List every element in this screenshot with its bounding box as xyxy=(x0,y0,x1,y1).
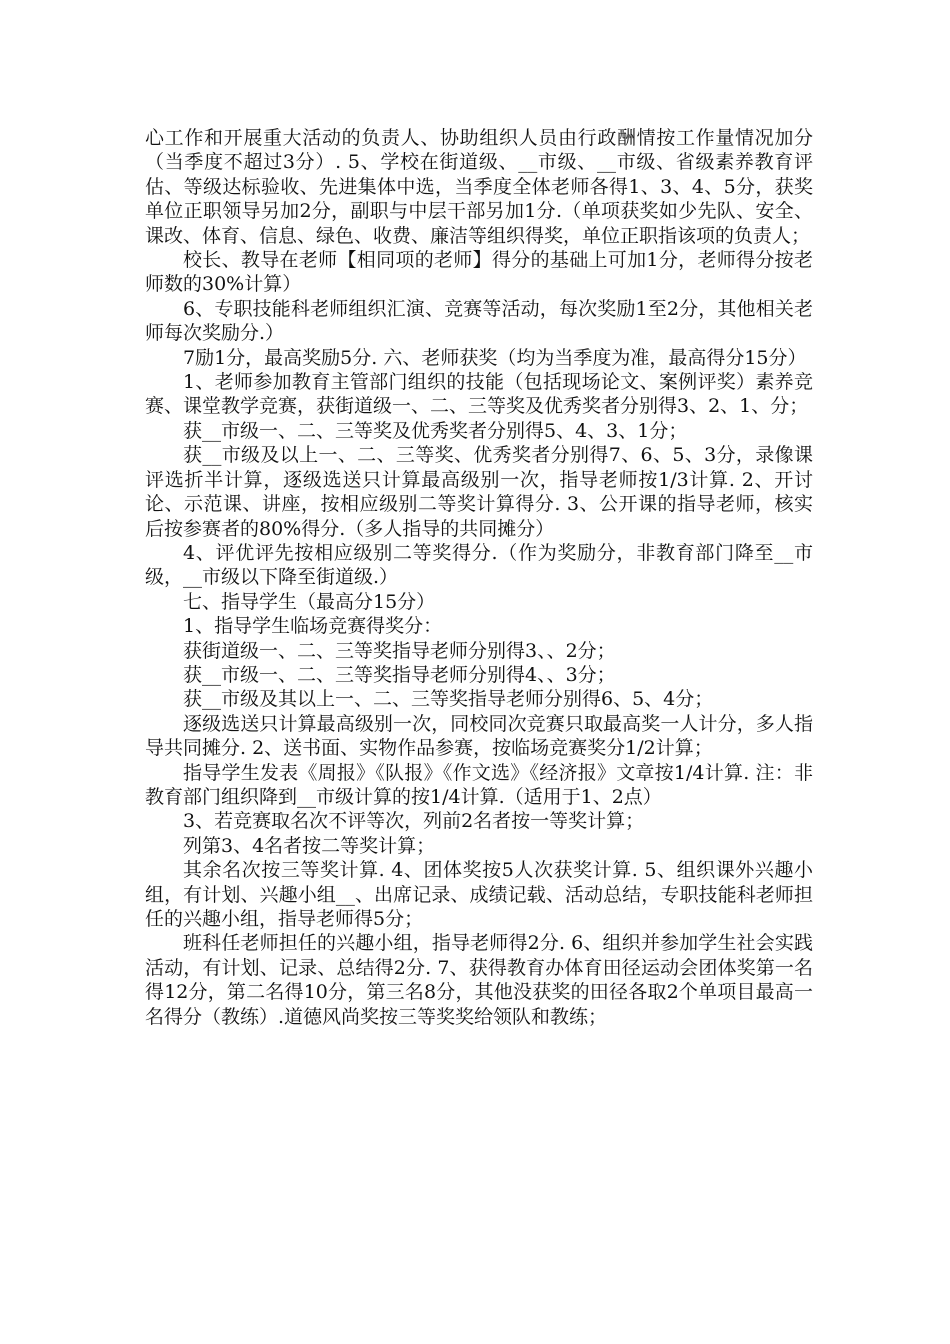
paragraph-7: 获__市级及以上一、二、三等奖、优秀奖者分别得7、6、5、3分，录像课评选折半计算，逐级选送只计算最高级别一次，指导老师按1/3计算. 2、开讨论、示范课、讲座，按相应级别二等奖计算得分. 3、公开课的指导老师，核实后按参赛者的80%得分.（多人指导的共同摊分） xyxy=(145,444,813,540)
paragraph-4: 7励1分，最高奖励5分. 六、老师获奖（均为当季度为准，最高得分15分） xyxy=(183,346,807,369)
paragraph-2: 校长、教导在老师【相同项的老师】得分的基础上可加1分，老师得分按老师数的30%计算） xyxy=(145,249,813,296)
paragraph-5: 1、老师参加教育主管部门组织的技能（包括现场论文、案例评奖）素养竞赛、课堂教学竞赛，获街道级一、二、三等奖及优秀奖者分别得3、2、1、分； xyxy=(145,371,813,418)
paragraph-3: 6、专职技能科老师组织汇演、竞赛等活动，每次奖励1至2分，其他相关老师每次奖励分.） xyxy=(145,297,813,345)
paragraph-8: 4、评优评先按相应级别二等奖得分.（作为奖励分，非教育部门降至__市级，__市级以下降至街道级.） xyxy=(145,541,813,589)
paragraph-14: 逐级选送只计算最高级别一次，同校同次竞赛只取最高奖一人计分，多人指导共同摊分. 2、送书面、实物作品参赛，按临场竞赛奖分1/2计算； xyxy=(145,712,813,760)
paragraph-10: 1、指导学生临场竞赛得奖分： xyxy=(183,615,443,638)
document-body xyxy=(145,126,813,1029)
paragraph-12: 获__市级一、二、三等奖指导老师分别得4、、3分； xyxy=(183,663,616,686)
paragraph-18: 其余名次按三等奖计算. 4、团体奖按5人次获奖计算. 5、组织课外兴趣小组，有计划、兴趣小组__、出席记录、成绩记载、活动总结，专职技能科老师担任的兴趣小组，指导老师得5分； xyxy=(145,859,813,930)
paragraph-9: 七、指导学生（最高分15分） xyxy=(183,590,436,613)
paragraph-16: 3、若竞赛取名次不评等次，列前2名者按一等奖计算； xyxy=(183,810,645,833)
paragraph-1: 心工作和开展重大活动的负责人、协助组织人员由行政酬情按工作量情况加分（当季度不超过3分）. 5、学校在街道级、__市级、__市级、省级素养教育评估、等级达标验收、先进集体中选，当季度全体老师各得1、3、4、5分，获奖单位正职领导另加2分，副职与中层干部另加1分.（单项获奖如少先队、安全、课改、体育、信息、绿色、收费、廉洁等组织得奖，单位正职指该项的负责人； xyxy=(145,127,813,247)
paragraph-15: 指导学生发表《周报》《队报》《作文选》《经济报》文章按1/4计算. 注：非教育部门组织降到__市级计算的按1/4计算.（适用于1、2点） xyxy=(145,761,813,808)
paragraph-19: 班科任老师担任的兴趣小组，指导老师得2分. 6、组织并参加学生社会实践活动，有计划、记录、总结得2分. 7、获得教育办体育田径运动会团体奖第一名得12分，第二名得10分，第三名8分，其他没获奖的田径各取2个单项目最高一名得分（教练）.道德风尚奖按三等奖奖给领队和教练； xyxy=(145,932,813,1028)
paragraph-13: 获__市级及其以上一、二、三等奖指导老师分别得6、5、4分； xyxy=(183,688,714,711)
paragraph-6: 获__市级一、二、三等奖及优秀奖者分别得5、4、3、1分； xyxy=(183,419,688,442)
paragraph-17: 列第3、4名者按二等奖计算； xyxy=(183,834,436,857)
paragraph-11: 获街道级一、二、三等奖指导老师分别得3、、2分； xyxy=(183,639,616,662)
